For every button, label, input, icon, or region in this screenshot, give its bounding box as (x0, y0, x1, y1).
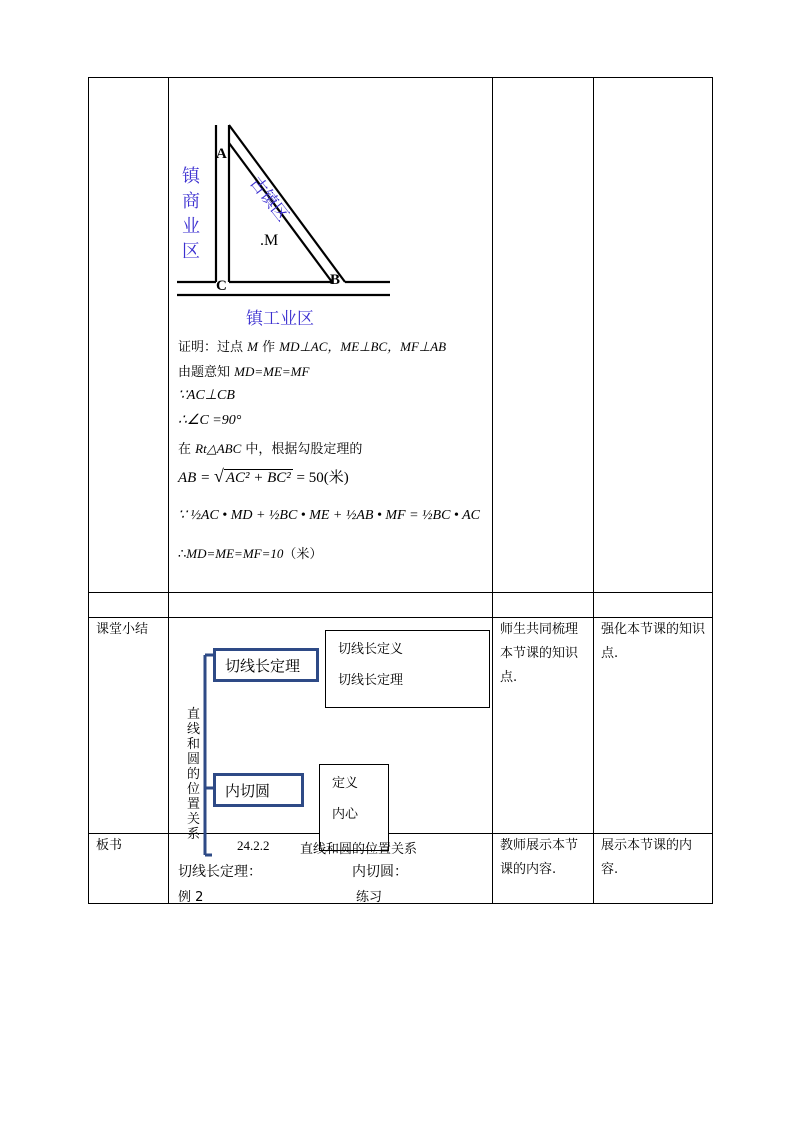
board-right-heading: 内切圆： (352, 864, 408, 880)
right-zone-label: 古镇区 (245, 173, 293, 226)
concept-box-incircle-title: 内切圆 (225, 782, 271, 800)
proof-line-2: 由题意知 MD=ME=MF (178, 364, 310, 380)
proof-line-3: ∵AC⊥CB (178, 388, 235, 403)
point-a-label: A (216, 146, 227, 162)
equation-area: ∵ ½AC • MD + ½BC • ME + ½AB • MF = ½BC • AC (178, 508, 480, 523)
proof-line-4: ∴∠C =90° (178, 413, 242, 428)
board-purpose: 展示本节课的内容. (601, 838, 693, 877)
summary-row-label: 课堂小结 (96, 622, 149, 637)
board-title-number: 24.2.2 (237, 838, 270, 853)
board-right-practice: 练习 (356, 890, 383, 905)
summary-purpose: 强化本节课的知识点. (601, 622, 706, 661)
board-teacher-activity: 教师展示本节课的内容. (500, 838, 579, 877)
board-row-label: 板书 (96, 838, 123, 853)
proof-line-5: 在 Rt△ABC 中，根据勾股定理的 (178, 441, 363, 457)
sub-item-incircle-definition: 定义 (332, 776, 359, 791)
map-roads-svg (170, 120, 400, 330)
board-left-example: 例 2 (178, 890, 204, 905)
sub-item-incenter: 内心 (332, 807, 359, 822)
point-b-label: B (330, 272, 341, 288)
point-c-label: C (216, 278, 227, 294)
summary-teacher-activity: 师生共同梳理本节课的知识点. (500, 622, 579, 685)
summary-vertical-label: 直线和圆的位置关系 (187, 707, 201, 842)
point-m-label: .M (260, 232, 279, 249)
proof-line-1: 证明：过点 M 作 MD⊥AC，ME⊥BC，MF⊥AB (178, 339, 447, 355)
left-zone-label: 镇商业区 (182, 166, 200, 262)
equation-ab: AB = √ AC² + BC² = 50(米) (178, 466, 349, 486)
board-left-heading: 切线长定理： (178, 864, 262, 880)
sub-item-definition: 切线长定义 (338, 642, 404, 657)
board-title-text: 直线和圆的位置关系 (300, 842, 418, 857)
concept-box-tangent-length-title: 切线长定理 (225, 657, 301, 675)
bottom-zone-label: 镇工业区 (246, 309, 314, 329)
proof-line-7: ∴MD=ME=MF=10（米） (178, 546, 323, 562)
sub-item-theorem: 切线长定理 (338, 673, 404, 688)
map-figure (170, 120, 400, 330)
